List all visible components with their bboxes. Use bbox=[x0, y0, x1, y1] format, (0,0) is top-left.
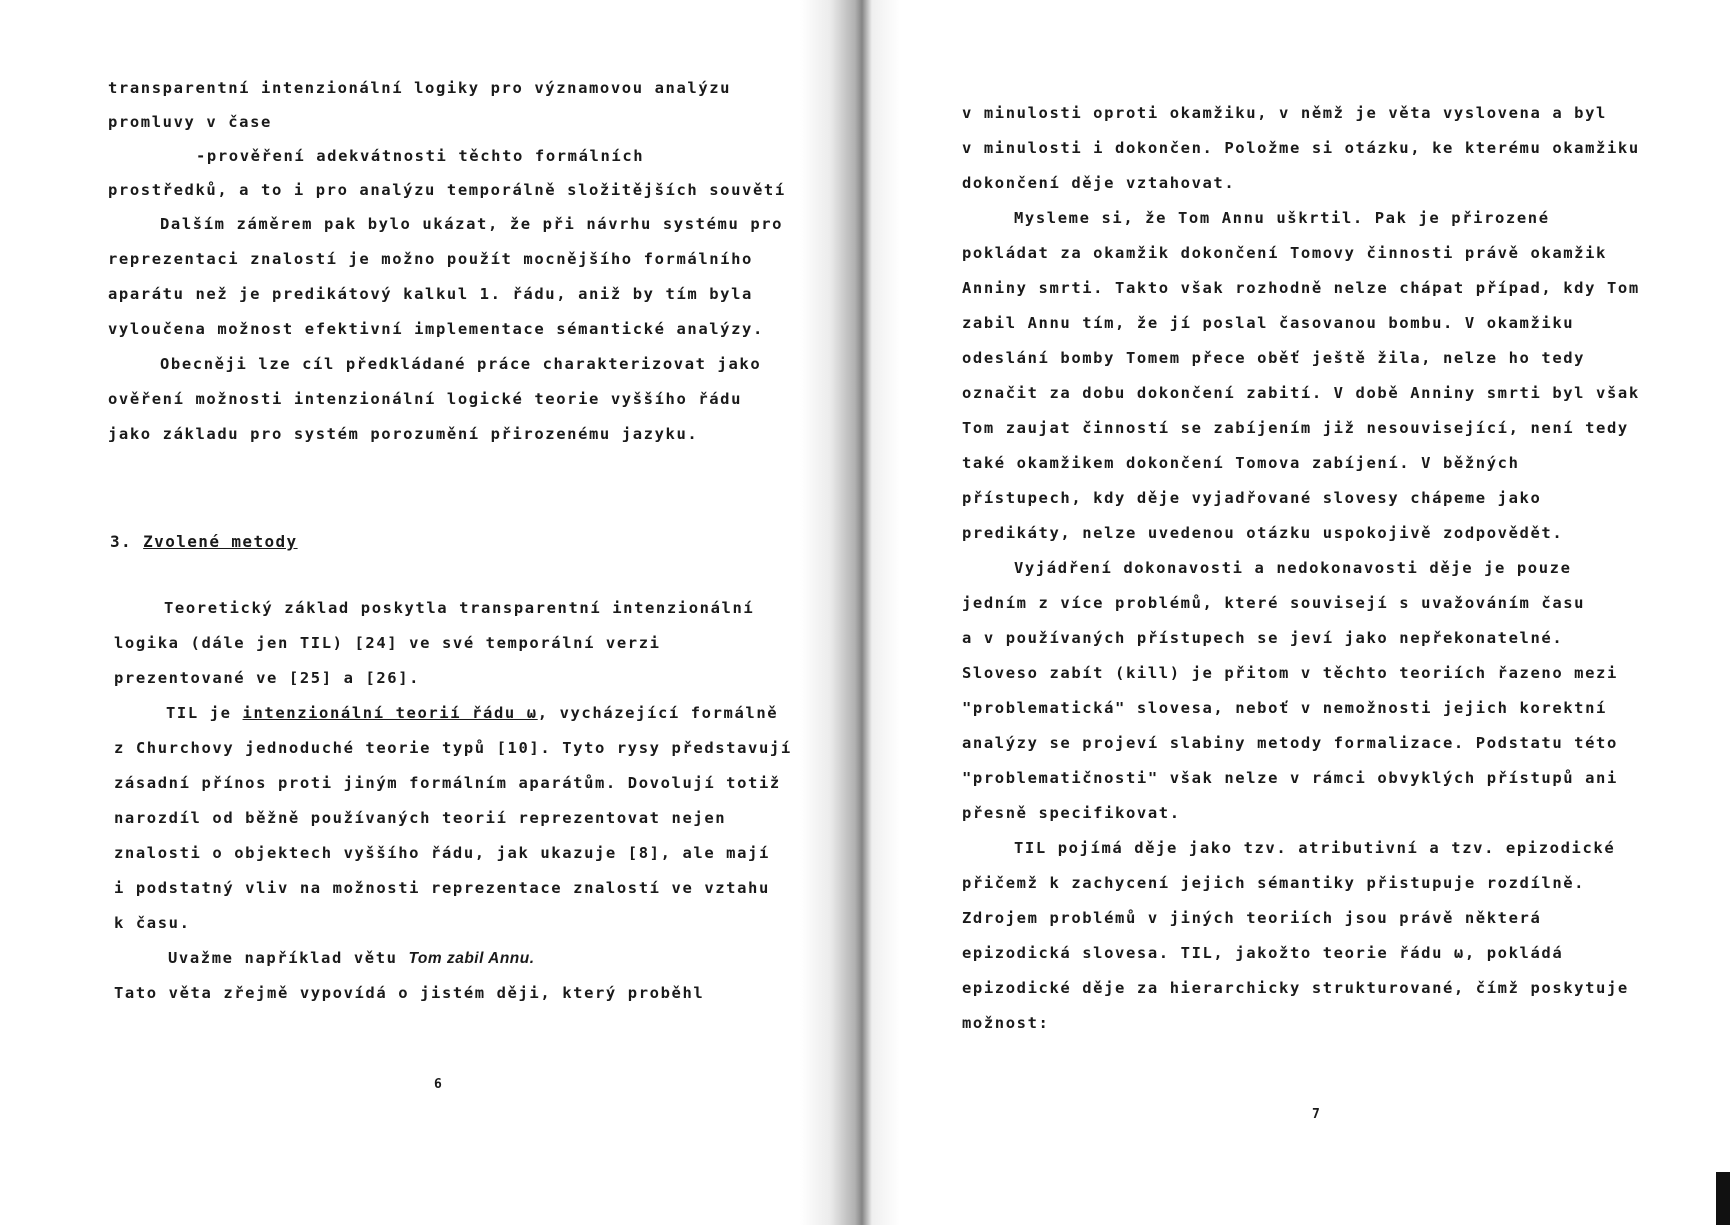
text-line: označit za dobu dokončení zabití. V době Anniny smrti byl však bbox=[962, 384, 1640, 402]
text-line: promluvy v čase bbox=[108, 113, 272, 131]
text-line: z Churchovy jednoduché teorie typů [10]. Tyto rysy představují bbox=[114, 739, 792, 757]
right-page bbox=[868, 0, 1730, 1225]
text-line-til bbox=[166, 703, 778, 723]
text-line: zabil Annu tím, že jí poslal časovanou bombu. V okamžiku bbox=[962, 314, 1575, 332]
text-line: jako základu pro systém porozumění přirozenému jazyku. bbox=[108, 425, 699, 443]
text-line: reprezentaci znalostí je možno použít mocnějšího formálního bbox=[108, 250, 753, 268]
text-line: Mysleme si, že Tom Annu uškrtil. Pak je přirozené bbox=[1014, 209, 1550, 227]
text-line: přesně specifikovat. bbox=[962, 804, 1181, 822]
text-line: také okamžikem dokončení Tomova zabíjení. V běžných bbox=[962, 454, 1520, 472]
text-line: jedním z více problémů, které souvisejí s uvažováním času bbox=[962, 594, 1586, 612]
text-line: a v používaných přístupech se jeví jako nepřekonatelné. bbox=[962, 629, 1564, 647]
text-line: k času. bbox=[114, 914, 191, 932]
text-line: "problematičnosti" však nelze v rámci obvyklých přístupů ani bbox=[962, 769, 1618, 787]
text-line: Vyjádření dokonavosti a nedokonavosti děje je pouze bbox=[1014, 559, 1572, 577]
text-line: pokládat za okamžik dokončení Tomovy činnosti právě okamžik bbox=[962, 244, 1607, 262]
text-line: Tom zaujat činností se zabíjením již nesouvisející, není tedy bbox=[962, 419, 1629, 437]
text-line: narozdíl od běžně používaných teorií reprezentovat nejen bbox=[114, 809, 727, 827]
text-line: epizodické děje za hierarchicky strukturované, čímž poskytuje bbox=[962, 979, 1629, 997]
scan-edge-mark bbox=[1716, 1172, 1730, 1225]
text-line: v minulosti i dokončen. Položme si otázku, ke kterému okamžiku bbox=[962, 139, 1640, 157]
text-line-example bbox=[168, 948, 535, 969]
text-line: Dalším záměrem pak bylo ukázat, že při návrhu systému pro bbox=[160, 215, 784, 233]
til-prefix: TIL je bbox=[166, 704, 243, 722]
text-line: analýzy se projeví slabiny metody formalizace. Podstatu této bbox=[962, 734, 1618, 752]
text-line: Tato věta zřejmě vypovídá o jistém ději, který proběhl bbox=[114, 984, 705, 1002]
text-line: transparentní intenzionální logiky pro významovou analýzu bbox=[108, 79, 732, 97]
text-line: vyloučena možnost efektivní implementace sémantické analýzy. bbox=[108, 320, 764, 338]
text-line: Anniny smrti. Takto však rozhodně nelze chápat případ, kdy Tom bbox=[962, 279, 1640, 297]
text-line: přístupech, kdy děje vyjadřované slovesy chápeme jako bbox=[962, 489, 1542, 507]
page-number: 7 bbox=[1312, 1107, 1320, 1122]
text-line: možnost: bbox=[962, 1014, 1050, 1032]
text-line: "problematická" slovesa, neboť v nemožnosti jejich korektní bbox=[962, 699, 1607, 717]
text-line: Teoretický základ poskytla transparentní intenzionální bbox=[164, 599, 755, 617]
text-line: prostředků, a to i pro analýzu temporálně složitějších souvětí bbox=[108, 181, 786, 199]
text-line: epizodická slovesa. TIL, jakožto teorie řádu ω, pokládá bbox=[962, 944, 1564, 962]
text-line: v minulosti oproti okamžiku, v němž je věta vyslovena a byl bbox=[962, 104, 1607, 122]
text-line: logika (dále jen TIL) [24] ve své temporální verzi bbox=[114, 634, 661, 652]
text-line: dokončení děje vztahovat. bbox=[962, 174, 1236, 192]
page-number: 6 bbox=[434, 1077, 442, 1092]
text-line: Sloveso zabít (kill) je přitom v těchto teoriích řazeno mezi bbox=[962, 664, 1618, 682]
text-line: zásadní přínos proti jiným formálním aparátům. Dovolují totiž bbox=[114, 774, 781, 792]
example-sentence: Tom zabil Annu. bbox=[408, 950, 535, 967]
til-suffix: , vycházející formálně bbox=[537, 704, 779, 722]
text-line: -prověření adekvátnosti těchto formálních bbox=[196, 147, 645, 165]
text-line: aparátu než je predikátový kalkul 1. řádu, aniž by tím byla bbox=[108, 285, 753, 303]
text-line: i podstatný vliv na možnosti reprezentace znalostí ve vztahu bbox=[114, 879, 770, 897]
example-prefix: Uvažme například větu bbox=[168, 949, 409, 967]
text-line: odeslání bomby Tomem přece oběť ještě žila, nelze ho tedy bbox=[962, 349, 1586, 367]
text-line: predikáty, nelze uvedenou otázku uspokojivě zodpovědět. bbox=[962, 524, 1564, 542]
section-heading bbox=[110, 532, 298, 551]
section-number: 3. bbox=[110, 532, 133, 551]
text-line: přičemž k zachycení jejich sémantiky přistupuje rozdílně. bbox=[962, 874, 1586, 892]
text-line: prezentované ve [25] a [26]. bbox=[114, 669, 421, 687]
section-title: Zvolené metody bbox=[143, 532, 298, 551]
text-line: Obecněji lze cíl předkládané práce charakterizovat jako bbox=[160, 355, 762, 373]
text-line: ověření možnosti intenzionální logické teorie vyššího řádu bbox=[108, 390, 743, 408]
text-line: TIL pojímá děje jako tzv. atributivní a tzv. epizodické bbox=[1014, 839, 1616, 857]
til-link: intenzionální teorií řádu ω bbox=[242, 704, 538, 722]
text-line: znalosti o objektech vyššího řádu, jak ukazuje [8], ale mají bbox=[114, 844, 770, 862]
text-line: Zdrojem problémů v jiných teoriích jsou právě některá bbox=[962, 909, 1542, 927]
